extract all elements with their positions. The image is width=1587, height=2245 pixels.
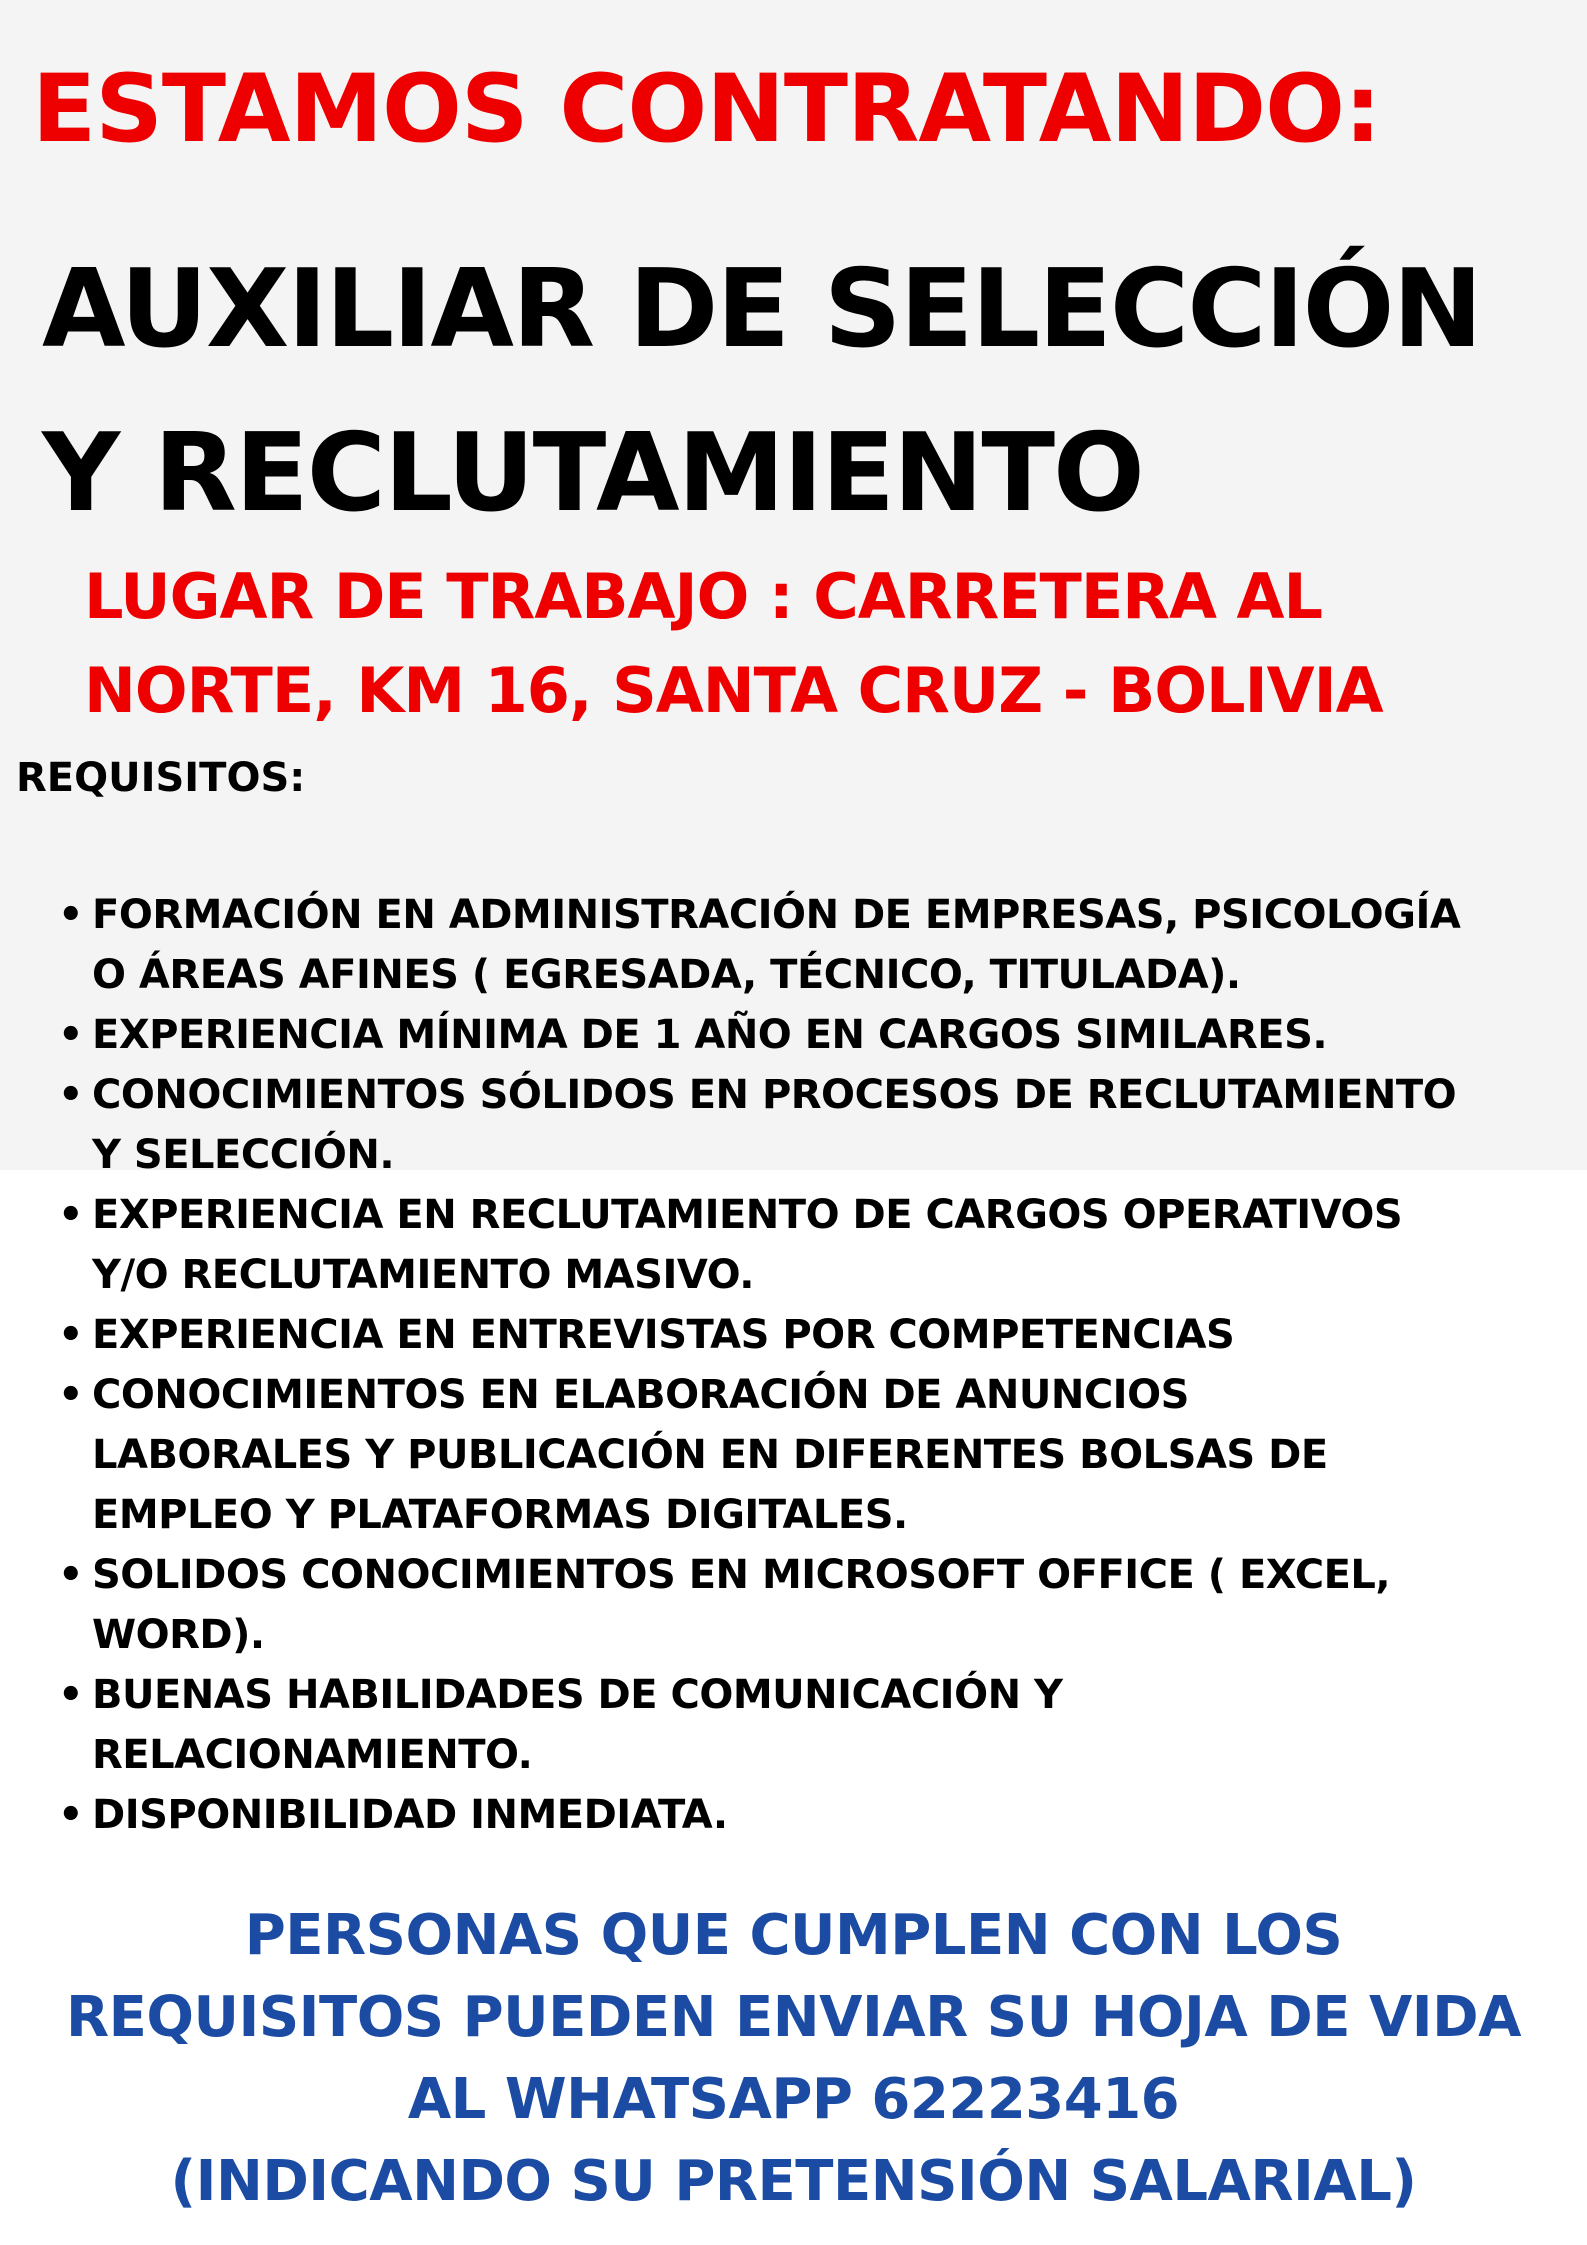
requirement-item — [50, 1305, 1560, 1365]
bullet-icon: • — [58, 1012, 84, 1058]
bullet-icon: • — [58, 1312, 84, 1358]
requirement-text: EMPLEO Y PLATAFORMAS DIGITALES. — [92, 1492, 908, 1538]
bullet-icon: • — [58, 1072, 84, 1118]
requirement-item — [50, 1005, 1560, 1065]
requirement-text: EXPERIENCIA MÍNIMA DE 1 AÑO EN CARGOS SIMILARES. — [92, 1012, 1328, 1058]
requirement-text: LABORALES Y PUBLICACIÓN EN DIFERENTES BOLSAS DE — [92, 1432, 1328, 1478]
requirement-text: EXPERIENCIA EN ENTREVISTAS POR COMPETENCIAS — [92, 1312, 1235, 1358]
job-title-line: AUXILIAR DE SELECCIÓN — [42, 247, 1481, 372]
requirement-text: EXPERIENCIA EN RECLUTAMIENTO DE CARGOS OPERATIVOS — [92, 1192, 1403, 1238]
hiring-headline: ESTAMOS CONTRATANDO: — [32, 55, 1381, 164]
job-title-line: Y RECLUTAMIENTO — [42, 411, 1143, 536]
requirement-text: O ÁREAS AFINES ( EGRESADA, TÉCNICO, TITULADA). — [92, 952, 1241, 998]
requirement-item — [50, 1185, 1560, 1305]
bullet-icon: • — [58, 1192, 84, 1238]
work-location — [84, 550, 1383, 738]
requirement-text: WORD). — [92, 1612, 265, 1658]
requirement-text: BUENAS HABILIDADES DE COMUNICACIÓN Y — [92, 1672, 1063, 1718]
requirement-item — [50, 1065, 1560, 1185]
whatsapp-contact-line: AL WHATSAPP 62223416 — [407, 2067, 1180, 2132]
bullet-icon: • — [58, 892, 84, 938]
bullet-icon: • — [58, 1372, 84, 1418]
call-to-action — [0, 1895, 1587, 2223]
requirements-list — [50, 885, 1560, 1845]
call-to-action-line: PERSONAS QUE CUMPLEN CON LOS — [244, 1903, 1343, 1968]
requirement-item — [50, 1365, 1560, 1545]
requirement-item — [50, 1665, 1560, 1785]
job-title — [42, 228, 1481, 556]
requirements-heading: REQUISITOS: — [16, 755, 306, 801]
requirement-text: RELACIONAMIENTO. — [92, 1732, 533, 1778]
requirement-text: CONOCIMIENTOS EN ELABORACIÓN DE ANUNCIOS — [92, 1372, 1189, 1418]
requirement-item — [50, 1785, 1560, 1845]
call-to-action-line: REQUISITOS PUEDEN ENVIAR SU HOJA DE VIDA — [66, 1985, 1521, 2050]
call-to-action-line: (INDICANDO SU PRETENSIÓN SALARIAL) — [170, 2149, 1417, 2214]
requirement-item — [50, 1545, 1560, 1665]
work-location-line: LUGAR DE TRABAJO : CARRETERA AL — [84, 560, 1323, 633]
requirement-text: SOLIDOS CONOCIMIENTOS EN MICROSOFT OFFICE ( EXCEL, — [92, 1552, 1391, 1598]
work-location-line: NORTE, KM 16, SANTA CRUZ - BOLIVIA — [84, 654, 1383, 727]
bullet-icon: • — [58, 1552, 84, 1598]
requirement-text: DISPONIBILIDAD INMEDIATA. — [92, 1792, 728, 1838]
requirement-item — [50, 885, 1560, 1005]
requirement-text: FORMACIÓN EN ADMINISTRACIÓN DE EMPRESAS, PSICOLOGÍA — [92, 892, 1461, 938]
bullet-icon: • — [58, 1792, 84, 1838]
requirement-text: Y SELECCIÓN. — [92, 1132, 395, 1178]
requirement-text: Y/O RECLUTAMIENTO MASIVO. — [92, 1252, 754, 1298]
bullet-icon: • — [58, 1672, 84, 1718]
requirement-text: CONOCIMIENTOS SÓLIDOS EN PROCESOS DE RECLUTAMIENTO — [92, 1072, 1457, 1118]
